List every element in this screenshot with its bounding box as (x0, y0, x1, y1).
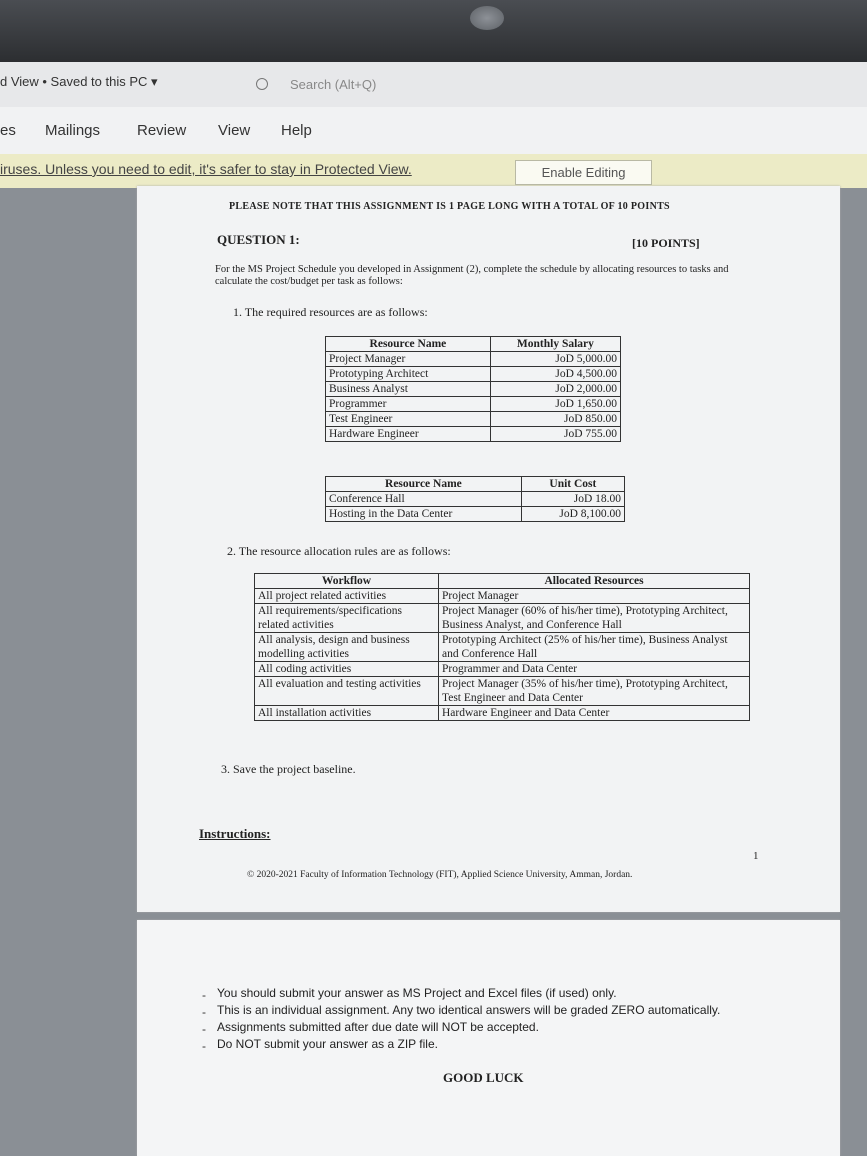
table-cell: JoD 5,000.00 (490, 352, 620, 367)
page-number: 1 (753, 850, 759, 862)
table-row (255, 677, 750, 706)
ribbon-tabs (0, 107, 867, 157)
table-cell: Prototyping Architect (25% of his/her time), Business Analyst and Conference Hall (439, 633, 750, 662)
table-cell: All requirements/specifications related activities (255, 604, 439, 633)
table-cell: Hardware Engineer (326, 427, 491, 442)
assignment-note: PLEASE NOTE THAT THIS ASSIGNMENT IS 1 PAGE LONG WITH A TOTAL OF 10 POINTS (229, 201, 670, 212)
list-item-3: 3. Save the project baseline. (221, 762, 356, 776)
good-luck-text: GOOD LUCK (443, 1070, 524, 1085)
tab-view[interactable]: View (218, 122, 251, 139)
table-cell: Hardware Engineer and Data Center (439, 706, 750, 721)
table-cell: Programmer and Data Center (439, 662, 750, 677)
table-cell: JoD 850.00 (490, 412, 620, 427)
table-cell: All project related activities (255, 589, 439, 604)
list-item-2: 2. The resource allocation rules are as follows: (227, 544, 451, 558)
table-row (255, 589, 750, 604)
tab-mailings[interactable]: Mailings (45, 122, 101, 139)
question-intro: For the MS Project Schedule you developed in Assignment (2), complete the schedule by allocating resources to tasks and calculate the cost/budget per task as follows: (215, 264, 729, 287)
table-header: Workflow (255, 574, 439, 589)
instruction-item: Do NOT submit your answer as a ZIP file. (217, 1037, 438, 1051)
table-row (326, 352, 621, 367)
table-cell: Test Engineer (326, 412, 491, 427)
unit-cost-table (325, 476, 625, 522)
table-header: Resource Name (326, 477, 522, 492)
table-row (326, 427, 621, 442)
table-cell: JoD 8,100.00 (521, 507, 624, 522)
protected-view-bar (0, 154, 867, 188)
table-row (255, 633, 750, 662)
table-cell: Conference Hall (326, 492, 522, 507)
table-cell: Prototyping Architect (326, 367, 491, 382)
table-cell: All evaluation and testing activities (255, 677, 439, 706)
document-status[interactable]: d View • Saved to this PC ▾ (0, 74, 158, 89)
table-header: Allocated Resources (439, 574, 750, 589)
table-cell: Business Analyst (326, 382, 491, 397)
table-cell: JoD 755.00 (490, 427, 620, 442)
table-cell: Programmer (326, 397, 491, 412)
table-row (326, 412, 621, 427)
table-cell: JoD 4,500.00 (490, 367, 620, 382)
search-box[interactable] (250, 72, 490, 98)
allocation-table (254, 573, 750, 721)
table-cell: Project Manager (439, 589, 750, 604)
instruction-item: This is an individual assignment. Any two identical answers will be graded ZERO automatically. (217, 1003, 721, 1017)
table-cell: JoD 18.00 (521, 492, 624, 507)
bullet-marker: - (202, 988, 206, 1002)
table-row (326, 492, 625, 507)
table-row (326, 382, 621, 397)
tab-help[interactable]: Help (281, 122, 312, 139)
table-cell: Project Manager (35% of his/her time), Prototyping Architect, Test Engineer and Data Center (439, 677, 750, 706)
table-row (255, 604, 750, 633)
table-cell: JoD 2,000.00 (490, 382, 620, 397)
protected-view-message[interactable]: iruses. Unless you need to edit, it's safer to stay in Protected View. (0, 161, 412, 177)
question-title: QUESTION 1: (217, 232, 300, 247)
table-row (326, 367, 621, 382)
table-row (326, 507, 625, 522)
search-icon (256, 78, 268, 90)
question-points: [10 POINTS] (632, 236, 700, 250)
tab-references[interactable]: es (0, 122, 16, 139)
table-cell: Hosting in the Data Center (326, 507, 522, 522)
instruction-item: Assignments submitted after due date will NOT be accepted. (217, 1020, 539, 1034)
table-header: Unit Cost (521, 477, 624, 492)
instruction-item: You should submit your answer as MS Project and Excel files (if used) only. (217, 986, 617, 1000)
table-row (255, 662, 750, 677)
search-input[interactable]: Search (Alt+Q) (290, 77, 377, 92)
enable-editing-button[interactable]: Enable Editing (515, 160, 652, 185)
table-cell: Project Manager (326, 352, 491, 367)
bullet-marker: - (202, 1005, 206, 1019)
table-row (255, 706, 750, 721)
table-header: Monthly Salary (490, 337, 620, 352)
table-cell: All analysis, design and business modelling activities (255, 633, 439, 662)
title-bar (0, 62, 867, 108)
table-cell: All installation activities (255, 706, 439, 721)
salary-table (325, 336, 621, 442)
table-header: Resource Name (326, 337, 491, 352)
copyright-footer: © 2020-2021 Faculty of Information Technology (FIT), Applied Science University, Amman, Jordan. (247, 870, 633, 880)
bullet-marker: - (202, 1022, 206, 1036)
tab-review[interactable]: Review (137, 122, 187, 139)
document-page-2 (137, 920, 840, 1156)
table-cell: JoD 1,650.00 (490, 397, 620, 412)
list-item-1: 1. The required resources are as follows: (233, 305, 428, 319)
table-row (326, 397, 621, 412)
table-cell: Project Manager (60% of his/her time), Prototyping Architect, Business Analyst, and Conference Hall (439, 604, 750, 633)
monitor-bezel (0, 0, 867, 62)
bullet-marker: - (202, 1039, 206, 1053)
instructions-heading: Instructions: (199, 826, 271, 841)
table-cell: All coding activities (255, 662, 439, 677)
document-page-1 (137, 186, 840, 912)
webcam (470, 6, 504, 30)
